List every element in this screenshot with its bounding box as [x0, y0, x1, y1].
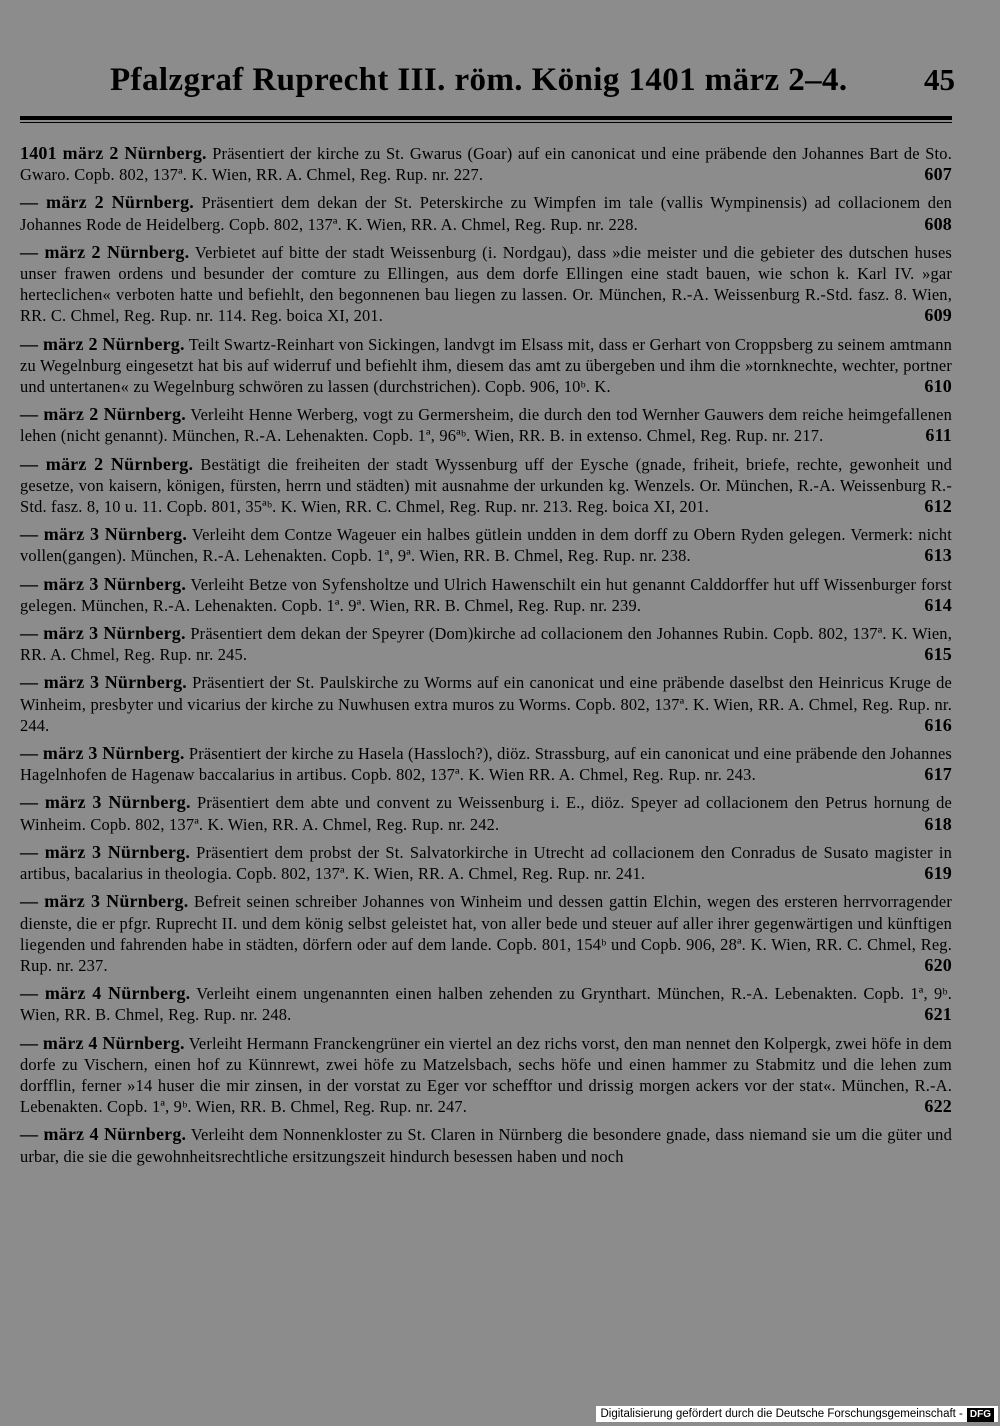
entry [20, 192, 952, 234]
entry [20, 524, 952, 566]
entry-text: Verleiht dem Contze Wageuer ein halbes gütlein undden in dem dorff zu Obern Ryden gelegen. Vermerk: nicht vollen(gangen). München, R.-A. Lehenakten. Copb. 1ª, 9ª. Wien, RR. B. Chmel, Reg. Rup. nr. 238. [20, 525, 952, 566]
entry-text: Verleiht Henne Werberg, vogt zu Germersheim, die durch den tod Wernher Gauwers dem reiche heimgefallenen lehen (nicht genannt). München, R.-A. Lehenakten. Copb. 1ª, 96ªᵇ. Wien, RR. B. in extenso. Chmel, Reg. Rup. nr. 217. [20, 405, 952, 446]
entry-number: 607 [924, 164, 952, 185]
entry-text: Präsentiert dem dekan der Speyrer (Dom)kirche ad collacionem den Johannes Rubin. Copb. 802, 137ª. K. Wien, RR. A. Chmel, Reg. Rup. nr. 245. [20, 624, 953, 665]
entry-head: — märz 2 Nürnberg. [20, 241, 190, 262]
page-number: 45 [924, 62, 955, 97]
entry-number: 621 [924, 1004, 952, 1025]
entry-number: 620 [924, 954, 952, 975]
entry [20, 792, 952, 834]
entry-head: — märz 2 Nürnberg. [20, 404, 186, 425]
entry-head: — märz 2 Nürnberg. [20, 453, 194, 474]
entry-number: 615 [924, 644, 952, 665]
entry [20, 334, 952, 398]
entry [20, 454, 952, 518]
entry-head: 1401 märz 2 Nürnberg. [20, 143, 207, 163]
entry-number: 622 [924, 1096, 952, 1117]
entry-number: 612 [924, 496, 952, 517]
entry-text: Befreit seinen schreiber Johannes von Winheim und dessen gattin Elchin, wegen des ersteren herrvorragender dienste, die er pfgr. Ruprecht II. und dem könig selbst geleistet hat, von aller bede und steuer auf aller ihrer gegenwärtigen und künftigen liegenden und fahrenden habe in städten, dörfern oder auf dem lande. Copb. 801, 154ᵇ und Copb. 906, 28ª. K. Wien, RR. C. Chmel, Reg. Rup. nr. 237. [20, 892, 952, 975]
entry [20, 143, 952, 185]
entry [20, 404, 952, 446]
page-title: Pfalzgraf Ruprecht III. röm. König 1401 märz 2–4. [110, 62, 848, 98]
entry-head: — märz 3 Nürnberg. [20, 841, 191, 862]
entry [20, 743, 952, 785]
entry-number: 616 [924, 714, 952, 735]
entry-text: Präsentiert dem abte und convent zu Weissenburg i. E., diöz. Speyer ad collacionem den Petrus hornung de Winheim. Copb. 802, 137ª. K. Wien, RR. A. Chmel, Reg. Rup. nr. 242. [20, 793, 952, 834]
footer-credit [596, 1406, 998, 1422]
entry-head: — märz 4 Nürnberg. [20, 983, 191, 1004]
entry [20, 1033, 952, 1118]
entry-text: Bestätigt die freiheiten der stadt Wyssenburg uff der Eysche (gnade, friheit, briefe, rechte, gewonheit und gesetze, von kaisern, königen, fürsten, herrn und städten) mit ausnahme der urkunden kg. Wenzels. Or. München, R.-A. Weissenburg R.-Std. fasz. 8, 10 u. 11. Copb. 801, 35ªᵇ. K. Wien, RR. C. Chmel, Reg. Rup. nr. 213. Reg. boica XI, 201. [20, 454, 952, 517]
entry-head: — märz 3 Nürnberg. [20, 792, 191, 813]
entry-head: — märz 3 Nürnberg. [20, 524, 188, 545]
entry [20, 574, 952, 616]
entry-number: 614 [924, 594, 952, 615]
entry [20, 891, 952, 976]
entry-head: — märz 2 Nürnberg. [20, 192, 194, 213]
entry-number: 611 [925, 425, 952, 446]
entry-head: — märz 4 Nürnberg. [20, 1032, 185, 1053]
entry-head: — märz 3 Nürnberg. [20, 672, 188, 693]
entry-text: Verleiht dem Nonnenkloster zu St. Claren in Nürnberg die besondere gnade, dass niemand sie um die güter und urbar, die sie die gewohnheitsrechtliche ersitzungszeit hindurch besessen haben und noch [20, 1125, 952, 1166]
entry-number: 613 [924, 545, 952, 566]
header-rule-thick [20, 116, 952, 120]
entry-number: 618 [924, 813, 952, 834]
entry [20, 623, 952, 665]
entry-head: — märz 3 Nürnberg. [20, 743, 185, 764]
entry [20, 672, 952, 736]
entry-text: Präsentiert der kirche zu St. Gwarus (Goar) auf ein canonicat und eine präbende den Johannes Bart de Sto. Gwaro. Copb. 802, 137ª. K. Wien, RR. A. Chmel, Reg. Rup. nr. 227. [20, 144, 952, 185]
entry-text: Präsentiert der St. Paulskirche zu Worms auf ein canonicat und eine präbende daselbst den Heinricus Kruge de Winheim, presbyter und vicarius der kirche zu Nuwhusen extra muros zu Worms. Copb. 802, 137ª. K. Wien, RR. A. Chmel, Reg. Rup. nr. 244. [20, 673, 952, 735]
entry-head: — märz 4 Nürnberg. [20, 1124, 187, 1145]
page-header [20, 62, 955, 106]
footer-text: Digitalisierung gefördert durch die Deutsche Forschungsgemeinschaft - [600, 1408, 963, 1420]
entry-number: 617 [924, 764, 952, 785]
entry-text: Verleiht Betze von Syfensholtze und Ulrich Hawenschilt ein hut genannt Calddorffer hut uff Wissenburger forst gelegen. München, R.-A. Lehenakten. Copb. 1ª. 9ª. Wien, RR. B. Chmel, Reg. Rup. nr. 239. [20, 574, 952, 615]
entry-head: — märz 3 Nürnberg. [20, 573, 187, 594]
header-rule-thin [20, 122, 952, 123]
entry-text: Präsentiert der kirche zu Hasela (Hassloch?), diöz. Strassburg, auf ein canonicat und eine präbende den Johannes Hagelnhofen de Hagenaw baccalarius in artibus. Copb. 802, 137ª. K. Wien RR. A. Chmel, Reg. Rup. nr. 243. [20, 744, 952, 785]
entry-head: — märz 3 Nürnberg. [20, 623, 186, 644]
entry [20, 842, 952, 884]
entry-text: Präsentiert dem probst der St. Salvatorkirche in Utrecht ad collacionem den Conradus de Susato magister in artibus, bacalarius in theologia. Copb. 802, 137ª. K. Wien, RR. A. Chmel, Reg. Rup. nr. 241. [20, 842, 952, 884]
entry [20, 242, 952, 327]
entry-text: Verleiht einem ungenannten einen halben zehenden zu Grynthart. München, R.-A. Lebenakten. Copb. 1ª, 9ᵇ. Wien, RR. B. Chmel, Reg. Rup. nr. 248. [20, 984, 952, 1025]
dfg-logo: DFG [967, 1408, 994, 1422]
entry-text: Verbietet auf bitte der stadt Weissenburg (i. Nordgau), dass »die meister und die gebieter des dutschen huses unser frawen ordens und besunder der comture zu Ellingen, aus dem dorfe Ellingen eine stadt bauen, wie schon k. Karl IV. »gar herteclichen« verboten hatte und befiehlt, den begonnenen bau liegen zu lassen. Or. München, R.-A. Weissenburg R.-Std. fasz. 8. Wien, RR. C. Chmel, Reg. Rup. nr. 114. Reg. boica XI, 201. [20, 242, 952, 326]
entry [20, 983, 952, 1025]
entry-head: — märz 3 Nürnberg. [20, 891, 189, 912]
entry-text: Verleiht Hermann Franckengrüner ein viertel an dez richs vorst, den man nennet den Kolpergk, zwei höfe in dem dorfe zu Vischern, einen hof zu Künnrewt, zwei höfe zu Matzelsbach, sechs höfe und einen hammer zu Stabmitz und die lehen zum dorfflin, ferner »14 huser die mir zinsen, in der vorstat zu Eger vor schefftor und drissig morgen ackers vor der stat«. München, R.-A. Lebenakten. Copb. 1ª, 9ᵇ. Wien, RR. B. Chmel, Reg. Rup. nr. 247. [20, 1033, 952, 1117]
entry-number: 609 [924, 305, 952, 326]
entry-number: 610 [924, 376, 952, 397]
entry [20, 1124, 952, 1166]
entry-list [20, 143, 952, 1174]
entry-number: 608 [924, 213, 952, 234]
entry-text: Teilt Swartz-Reinhart von Sickingen, landvgt im Elsass mit, dass er Gerhart von Croppsberg zu seinem amtmann zu Wegelnburg eingesetzt hat bis auf widerruf und befiehlt ihm, diesem das amt zu übergeben und ihm die »tornknechte, wechter, portner und untertanen« zu Wegelnburg schwören zu lassen (durchstrichen). Copb. 906, 10ᵇ. K. [20, 334, 952, 397]
entry-text: Präsentiert dem dekan der St. Peterskirche zu Wimpfen im tale (vallis Wympinensis) ad collacionem den Johannes Rode de Heidelberg. Copb. 802, 137ª. K. Wien, RR. A. Chmel, Reg. Rup. nr. 228. [20, 193, 952, 234]
entry-number: 619 [924, 863, 952, 884]
entry-head: — märz 2 Nürnberg. [20, 333, 185, 354]
